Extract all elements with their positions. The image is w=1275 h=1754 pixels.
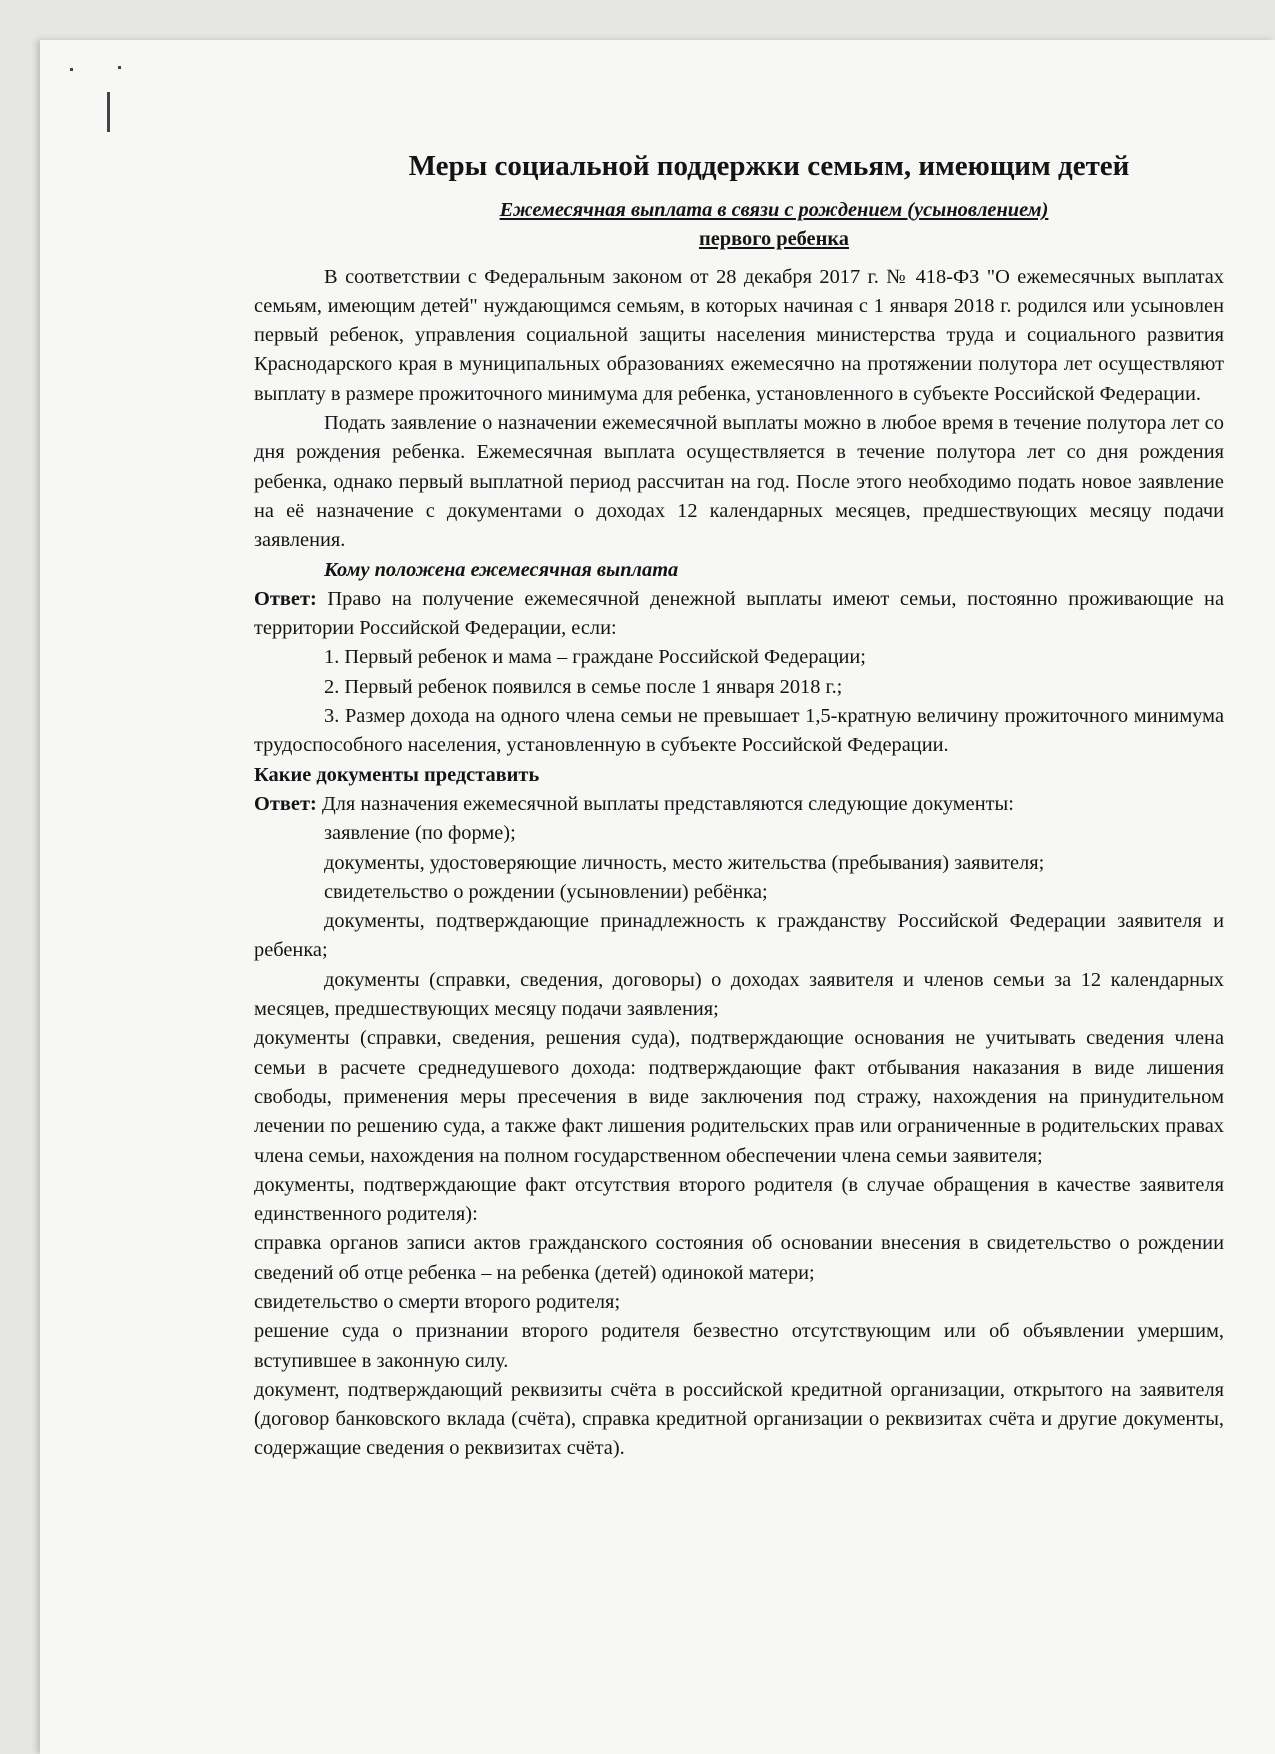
intro-paragraph: В соответствии с Федеральным законом от 28 декабря 2017 г. № 418-ФЗ "О ежемесячных выплатах семьям, имеющим детей" нуждающимся семьям, в которых начиная с 1 января 2018 г. родился или усыновлен первый ребенок, управления социальной защиты населения министерства труда и социального развития Краснодарского края в муниципальных образованиях ежемесячно на протяжении полутора лет осуществляют выплату в размере прожиточного минимума для ребенка, установленного в субъекте Российской Федерации.	[254, 265, 1224, 405]
document-item: решение суда о признании второго родителя безвестно отсутствующим или об объявлении умершим, вступившее в законную силу.	[254, 1320, 1224, 1372]
document-item: документы, подтверждающие факт отсутствия второго родителя (в случае обращения в качестве заявителя единственного родителя):	[254, 1173, 1224, 1226]
condition-item: 1. Первый ребенок и мама – граждане Российской Федерации;	[324, 646, 866, 669]
document-item: заявление (по форме);	[324, 822, 516, 845]
document-item: документ, подтверждающий реквизиты счёта в российской кредитной организации, открытого на заявителя (договор банковского вклада (счёта), справка кредитной организации о реквизитах счёта и другие документы, содержащие сведения о реквизитах счёта).	[254, 1378, 1224, 1460]
document-item: справка органов записи актов гражданского состояния об основании внесения в свидетельство о рождении сведений об отце ребенка – на ребенка (детей) одинокой матери;	[254, 1232, 1224, 1284]
answer-label: Ответ:	[254, 792, 317, 815]
document-item: свидетельство о смерти второго родителя;	[254, 1290, 621, 1313]
application-paragraph: Подать заявление о назначении ежемесячной выплаты можно в любое время в течение полутора лет со дня рождения ребенка. Ежемесячная выплата осуществляется в течение полутора лет со дня рождения ребенка, однако первый выплатной период рассчитан на год. После этого необходимо подать новое заявление на её назначение с документами о доходах 12 календарных месяцев, предшествующих месяцу подачи заявления.	[254, 412, 1224, 552]
scan-dot	[118, 66, 121, 69]
document-item: документы (справки, сведения, договоры) о доходах заявителя и членов семьи за 12 календарных месяцев, предшествующих месяцу подачи заявления;	[254, 968, 1224, 1021]
answer-text: Право на получение ежемесячной денежной выплаты имеют семьи, постоянно проживающие на территории Российской Федерации, если:	[254, 587, 1224, 640]
condition-item: 2. Первый ребенок появился в семье после 1 января 2018 г.;	[324, 675, 843, 698]
page-title: Меры социальной поддержки семьям, имеющим детей	[408, 150, 1130, 182]
scan-mark	[107, 92, 110, 132]
document-content	[254, 148, 1224, 1464]
document-item: документы, удостоверяющие личность, место жительства (пребывания) заявителя;	[324, 851, 1045, 874]
document-page	[40, 40, 1275, 1754]
subtitle-line-2: первого ребенка	[698, 228, 849, 251]
subtitle-line-1: Ежемесячная выплата в связи с рождением (усыновлением)	[499, 199, 1049, 221]
section-subtitle	[324, 196, 1224, 255]
scan-dot	[70, 68, 73, 71]
documents-heading: Какие документы представить	[254, 763, 540, 786]
document-item: документы, подтверждающие принадлежность к гражданству Российской Федерации заявителя и ребенка;	[254, 910, 1224, 962]
eligibility-heading: Кому положена ежемесячная выплата	[324, 558, 679, 581]
document-item: документы (справки, сведения, решения суда), подтверждающие основания не учитывать сведения члена семьи в расчете среднедушевого дохода: подтверждающие факт отбывания наказания в виде лишения свободы, применения меры пресечения в виде заключения под стражу, нахождения на принудительном лечении по решению суда, а также факт лишения родительских прав или ограниченные в родительских правах члена семьи, нахождения на полном государственном обеспечении члена семьи заявителя;	[254, 1027, 1224, 1167]
condition-item: 3. Размер дохода на одного члена семьи не превышает 1,5-кратную величину прожиточного минимума трудоспособного населения, установленную в субъекте Российской Федерации.	[254, 705, 1224, 757]
documents-answer	[254, 790, 1224, 819]
document-item: свидетельство о рождении (усыновлении) ребёнка;	[324, 880, 768, 903]
eligibility-answer	[254, 585, 1224, 644]
answer-text: Для назначения ежемесячной выплаты представляются следующие документы:	[316, 792, 1014, 815]
answer-label: Ответ:	[254, 587, 317, 610]
